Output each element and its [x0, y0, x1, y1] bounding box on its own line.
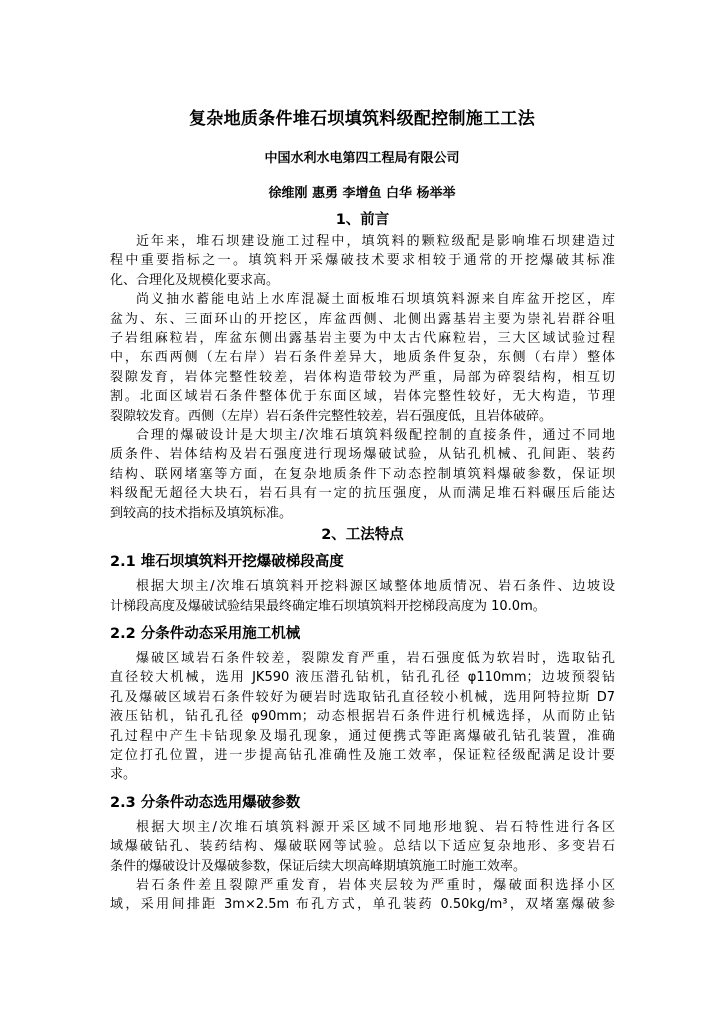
text-line: 爆破区域岩石条件较差，裂隙发育严重，岩石强度低为软岩时，选取钻孔 — [136, 650, 615, 666]
text-line: 合理的爆破设计是大坝主/次堆石填筑料级配控制的直接条件，通过不同地 — [136, 428, 615, 444]
subsection-heading: 2.1 堆石坝填筑料开挖爆破梯段高度 — [110, 554, 344, 571]
subsection-heading: 2.3 分条件动态选用爆破参数 — [110, 794, 301, 811]
text-line: 结构、联网堵塞等方面，在复杂地质条件下动态控制填筑料爆破参数，保证坝 — [110, 466, 615, 482]
organization-name: 中国水利水电第四工程局有限公司 — [264, 151, 460, 166]
paragraph — [110, 818, 615, 876]
paragraph — [110, 290, 615, 426]
paragraph — [110, 232, 615, 290]
text-line: 计梯段高度及爆破试验结果最终确定堆石坝填筑料开挖梯段高度为 10.0m。 — [110, 598, 546, 614]
text-line: 条件的爆破设计及爆破参数，保证后续大坝高峰期填筑施工时施工效率。 — [110, 858, 527, 874]
text-line: 尚义抽水蓄能电站上水库混凝土面板堆石坝填筑料源来自库盆开挖区，库 — [136, 292, 615, 308]
text-line: 程中重要指标之一。填筑料开采爆破技术要求相较于通常的开挖爆破其标准 — [110, 253, 615, 269]
text-line: 液压钻机，钻孔孔径 φ90mm；动态根据岩石条件进行机械选择，从而防止钻 — [110, 709, 615, 725]
text-line: 中，东西两侧（左右岸）岩石条件差异大，地质条件复杂，东侧（右岸）整体 — [110, 350, 615, 366]
section-heading-foreword: 1、前言 — [335, 212, 390, 228]
text-line: 裂隙较发育。西侧（左岸）岩石条件完整性较差，岩石强度低，且岩体破碎。 — [110, 408, 553, 424]
text-line: 定位打孔位置，进一步提高钻孔准确性及施工效率，保证粒径级配满足设计要 — [110, 747, 615, 763]
text-line: 盆为、东、三面环山的开挖区，库盆西侧、北侧出露基岩主要为崇礼岩群谷咀 — [110, 311, 615, 327]
text-line: 求。 — [110, 767, 137, 783]
text-line: 根据大坝主/次堆石填筑料开挖料源区域整体地质情况、岩石条件、边坡设 — [136, 579, 615, 595]
text-line: 到较高的技术指标及填筑标准。 — [110, 505, 293, 521]
document-body — [110, 208, 615, 915]
paragraph — [110, 649, 615, 785]
text-line: 裂隙发育，岩体完整性较差，岩体构造带较为严重，局部为碎裂结构，相互切 — [110, 369, 615, 385]
paragraph — [110, 426, 615, 523]
text-line: 直径较大机械，选用 JK590 液压潜孔钻机，钻孔孔径 φ110mm；边坡预裂钻 — [110, 670, 615, 686]
author-list: 徐维刚 惠勇 李增鱼 白华 杨举举 — [268, 186, 456, 201]
text-line: 割。北面区域岩石条件整体优于东面区域，岩体完整性较好，无大构造，节理 — [110, 389, 615, 405]
text-line: 质条件、岩体结构及岩石强度进行现场爆破试验，从钻孔机械、孔间距、装药 — [110, 447, 615, 463]
text-line: 子岩组麻粒岩，库盆东侧出露基岩主要为中太古代麻粒岩，三大区域试验过程 — [110, 331, 615, 347]
text-line: 孔及爆破区域岩石条件较好为硬岩时选取钻孔直径较小机械，选用阿特拉斯 D7 — [110, 689, 615, 705]
text-line: 近年来，堆石坝建设施工过程中，填筑料的颗粒级配是影响堆石坝建造过 — [136, 234, 615, 249]
document-title: 复杂地质条件堆石坝填筑料级配控制施工工法 — [189, 109, 535, 129]
subsection-heading: 2.2 分条件动态采用施工机械 — [110, 625, 301, 642]
text-line: 岩石条件差且裂隙严重发育，岩体夹层较为严重时，爆破面积选择小区 — [136, 877, 615, 893]
paragraph — [110, 577, 615, 616]
text-line: 根据大坝主/次堆石填筑料源开采区域不同地形地貌、岩石特性进行各区 — [136, 819, 615, 835]
text-line: 域爆破钻孔、装药结构、爆破联网等试验。总结以下适应复杂地形、多变岩石 — [110, 839, 615, 855]
section-heading-features: 2、工法特点 — [321, 527, 404, 544]
text-line: 域，采用间排距 3m×2.5m 布孔方式，单孔装药 0.50kg/m³，双堵塞爆破参 — [110, 897, 615, 913]
paragraph — [110, 876, 615, 915]
text-line: 化、合理化及规模化要求高。 — [110, 272, 280, 288]
text-line: 料级配无超径大块石，岩石具有一定的抗压强度，从而满足堆石料碾压后能达 — [110, 486, 615, 502]
text-line: 孔过程中产生卡钻现象及塌孔现象，通过便携式等距离爆破孔钻孔装置，准确 — [110, 728, 615, 744]
